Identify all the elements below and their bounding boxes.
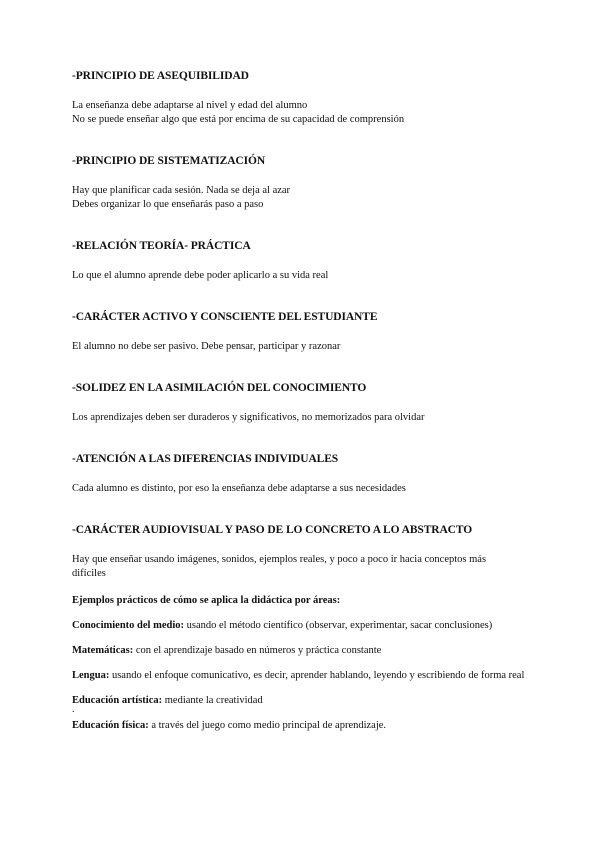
section-title: -ATENCIÓN A LAS DIFERENCIAS INDIVIDUALES xyxy=(72,453,339,465)
example-label: Educación física: xyxy=(72,720,149,731)
section-teoria-practica xyxy=(72,238,542,283)
section-title: -RELACIÓN TEORÍA- PRÁCTICA xyxy=(72,240,251,252)
separator-dot: . xyxy=(72,704,75,715)
section-sistematizacion xyxy=(72,153,542,212)
example-item xyxy=(72,668,542,683)
section-line: El alumno no debe ser pasivo. Debe pensar, participar y razonar xyxy=(72,341,341,352)
example-item xyxy=(72,718,542,733)
example-label: Conocimiento del medio: xyxy=(72,620,184,631)
section-caracter-activo xyxy=(72,309,542,354)
example-text: con el aprendizaje basado en números y práctica constante xyxy=(133,645,382,656)
example-item xyxy=(72,643,542,658)
section-title: -CARÁCTER ACTIVO Y CONSCIENTE DEL ESTUDIANTE xyxy=(72,311,378,323)
section-line: No se puede enseñar algo que está por encima de su capacidad de comprensión xyxy=(72,114,405,125)
example-text: a través del juego como medio principal de aprendizaje. xyxy=(148,720,387,731)
section-line: Hay que enseñar usando imágenes, sonidos, ejemplos reales, y poco a poco ir hacia conceptos más xyxy=(72,554,487,565)
section-title: -SOLIDEZ EN LA ASIMILACIÓN DEL CONOCIMIENTO xyxy=(72,382,367,394)
example-text: mediante la creatividad xyxy=(162,695,263,706)
example-label: Lengua: xyxy=(72,670,110,681)
example-label: Educación artística: xyxy=(72,695,163,706)
section-title: -PRINCIPIO DE ASEQUIBILIDAD xyxy=(72,70,249,82)
document-page xyxy=(72,68,542,743)
section-asequibilidad xyxy=(72,68,542,127)
section-line: Hay que planificar cada sesión. Nada se deja al azar xyxy=(72,185,291,196)
section-line: Debes organizar lo que enseñarás paso a paso xyxy=(72,199,264,210)
section-diferencias-individuales xyxy=(72,451,542,496)
section-line: Lo que el alumno aprende debe poder aplicarlo a su vida real xyxy=(72,270,329,281)
section-audiovisual xyxy=(72,522,542,581)
section-line: Cada alumno es distinto, por eso la enseñanza debe adaptarse a sus necesidades xyxy=(72,483,406,494)
section-line: Los aprendizajes deben ser duraderos y significativos, no memorizados para olvidar xyxy=(72,412,425,423)
example-item xyxy=(72,618,542,633)
example-label: Matemáticas: xyxy=(72,645,134,656)
section-line: difíciles xyxy=(72,568,106,579)
examples-heading: Ejemplos prácticos de cómo se aplica la didáctica por áreas: xyxy=(72,595,341,606)
section-title: -PRINCIPIO DE SISTEMATIZACIÓN xyxy=(72,155,266,167)
example-text: usando el enfoque comunicativo, es decir, aprender hablando, leyendo y escribiendo de forma real xyxy=(109,670,525,681)
section-solidez xyxy=(72,380,542,425)
examples-section xyxy=(72,593,542,733)
section-line: La enseñanza debe adaptarse al nivel y edad del alumno xyxy=(72,100,308,111)
example-text: usando el método científico (observar, experimentar, sacar conclusiones) xyxy=(184,620,493,631)
section-title: -CARÁCTER AUDIOVISUAL Y PASO DE LO CONCRETO A LO ABSTRACTO xyxy=(72,524,473,536)
